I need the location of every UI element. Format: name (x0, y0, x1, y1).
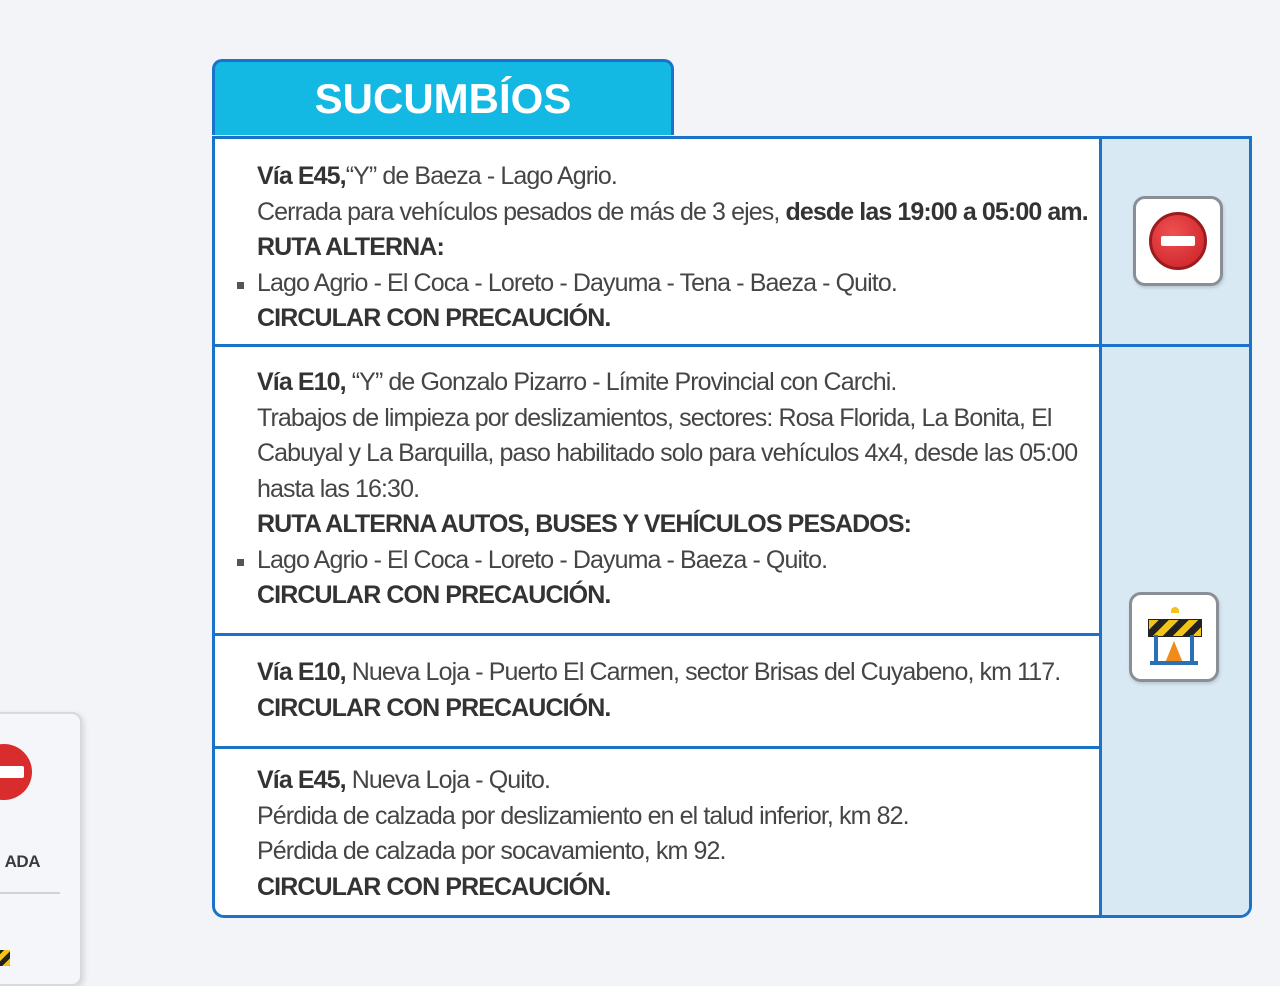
road-entry (257, 159, 1095, 337)
status-icon-column (1099, 139, 1252, 915)
row-divider (215, 633, 1099, 636)
road-name: Vía E45, (257, 766, 346, 794)
closed-status-box (1133, 196, 1223, 286)
road-name: Vía E10, (257, 368, 346, 396)
road-location: Nueva Loja - Quito. (351, 766, 551, 794)
road-detail: Pérdida de calzada por socavamiento, km 92. (257, 837, 726, 865)
caution-text: CIRCULAR CON PRECAUCIÓN. (257, 872, 611, 901)
legend-label: ADA (4, 852, 40, 871)
road-entry (257, 655, 1095, 726)
road-barrier-icon (0, 950, 10, 966)
legend-card (0, 712, 82, 986)
caution-text: CIRCULAR CON PRECAUCIÓN. (257, 581, 611, 609)
road-location: “Y” de Baeza - Lago Agrio. (345, 162, 617, 190)
alt-route-label: RUTA ALTERNA: (257, 233, 444, 261)
road-entry (257, 763, 1095, 905)
road-barrier-icon (1146, 607, 1202, 667)
road-detail: Trabajos de limpieza por deslizamientos, sectores: Rosa Florida, La Bonita, El Cabuyal y La Barquilla, paso habilitado solo para vehículos 4x4, desde las 05:00 hasta las 16:30. (257, 403, 1078, 503)
road-detail-bold: desde las 19:00 a 05:00 am. (785, 197, 1088, 226)
row-divider (215, 344, 1099, 347)
road-detail: Cerrada para vehículos pesados de más de 3 ejes, (257, 197, 780, 226)
caution-text: CIRCULAR CON PRECAUCIÓN. (257, 304, 611, 332)
no-entry-icon (1149, 212, 1207, 270)
row-divider (215, 746, 1099, 749)
caution-text: CIRCULAR CON PRECAUCIÓN. (257, 693, 611, 722)
road-status-panel (212, 136, 1252, 918)
road-location: “Y” de Gonzalo Pizarro - Límite Provincial con Carchi. (351, 368, 897, 396)
legend-divider (0, 892, 60, 894)
road-name: Vía E10, (257, 658, 346, 686)
road-location: Nueva Loja - Puerto El Carmen, sector Brisas del Cuyabeno, km 117. (351, 658, 1061, 686)
alt-route-label: RUTA ALTERNA AUTOS, BUSES Y VEHÍCULOS PESADOS: (257, 510, 912, 538)
road-entry (257, 365, 1095, 614)
province-header (212, 59, 674, 135)
no-entry-icon (0, 744, 32, 800)
road-name: Vía E45, (257, 162, 346, 190)
works-status-box (1129, 592, 1219, 682)
alt-route: Lago Agrio - El Coca - Loreto - Dayuma - Tena - Baeza - Quito. (257, 266, 1095, 302)
alt-route: Lago Agrio - El Coca - Loreto - Dayuma - Baeza - Quito. (257, 543, 1095, 579)
road-detail: Pérdida de calzada por deslizamiento en el talud inferior, km 82. (257, 801, 909, 830)
province-title: SUCUMBÍOS (314, 74, 572, 122)
side-divider (1102, 344, 1252, 347)
